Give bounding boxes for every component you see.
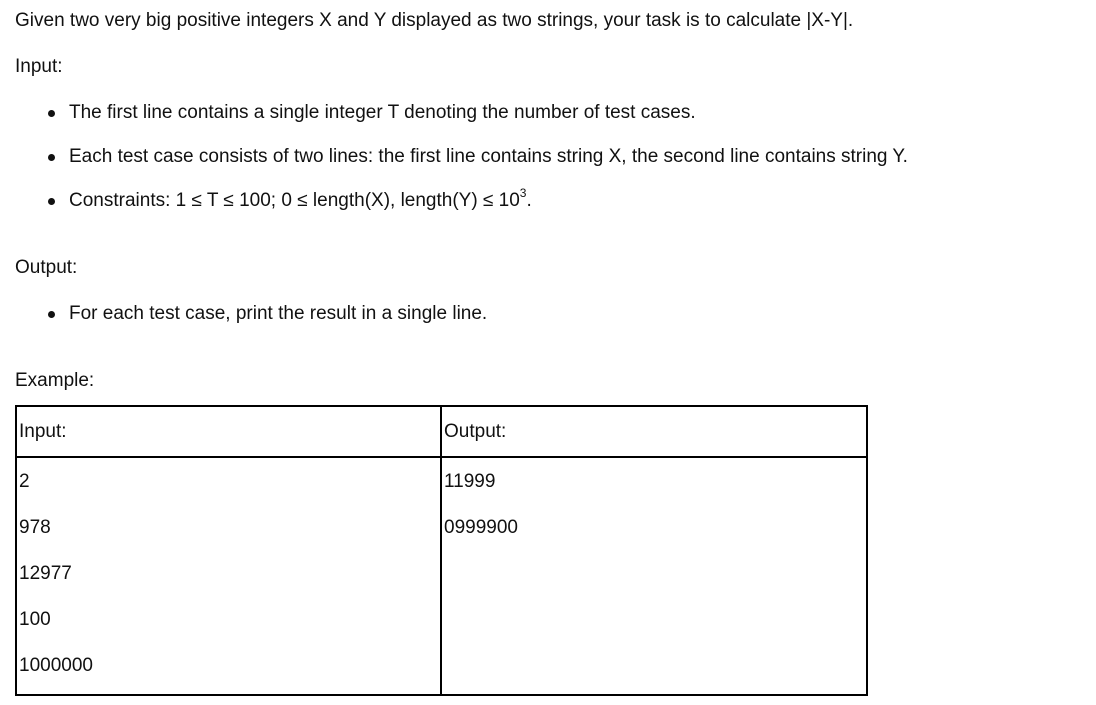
example-input-line: 12977	[19, 563, 72, 584]
bullet-dot-icon	[48, 110, 55, 117]
example-input-line: 978	[19, 517, 51, 538]
example-output-column	[442, 407, 866, 694]
example-input-header: Input:	[17, 407, 440, 458]
bullet-text: For each test case, print the result in a single line.	[69, 303, 488, 324]
example-input-line: 2	[19, 471, 30, 492]
list-item	[0, 145, 908, 189]
list-item	[0, 101, 908, 145]
example-input-cell	[17, 458, 440, 700]
example-output-cell	[442, 458, 866, 562]
bullet-text: Each test case consists of two lines: the first line contains string X, the second line contains string Y.	[69, 146, 908, 167]
list-item	[0, 185, 908, 233]
example-heading: Example:	[15, 370, 95, 391]
intro-text: Given two very big positive integers X and Y displayed as two strings, your task is to calculate |X-Y|.	[15, 10, 854, 31]
output-bullet-list	[0, 302, 487, 346]
bullet-dot-icon	[48, 198, 55, 205]
output-heading: Output:	[15, 257, 78, 278]
example-output-header: Output:	[442, 407, 866, 458]
constraints-suffix: .	[526, 190, 532, 211]
list-item	[0, 302, 487, 346]
bullet-dot-icon	[48, 154, 55, 161]
example-input-line: 1000000	[19, 655, 93, 676]
example-output-line: 11999	[444, 471, 496, 492]
bullet-dot-icon	[48, 311, 55, 318]
constraints-prefix: Constraints: 1 ≤ T ≤ 100; 0 ≤ length(X), length(Y) ≤ 10	[69, 190, 520, 211]
constraints-text	[69, 185, 532, 211]
example-input-line: 100	[19, 609, 51, 630]
input-bullet-list	[0, 101, 908, 233]
constraints-exponent: 3	[519, 185, 527, 200]
example-output-line: 0999900	[444, 517, 518, 538]
bullet-text: The first line contains a single integer T denoting the number of test cases.	[69, 102, 696, 123]
example-table	[15, 405, 868, 696]
input-heading: Input:	[15, 56, 63, 77]
example-input-column	[17, 407, 442, 694]
